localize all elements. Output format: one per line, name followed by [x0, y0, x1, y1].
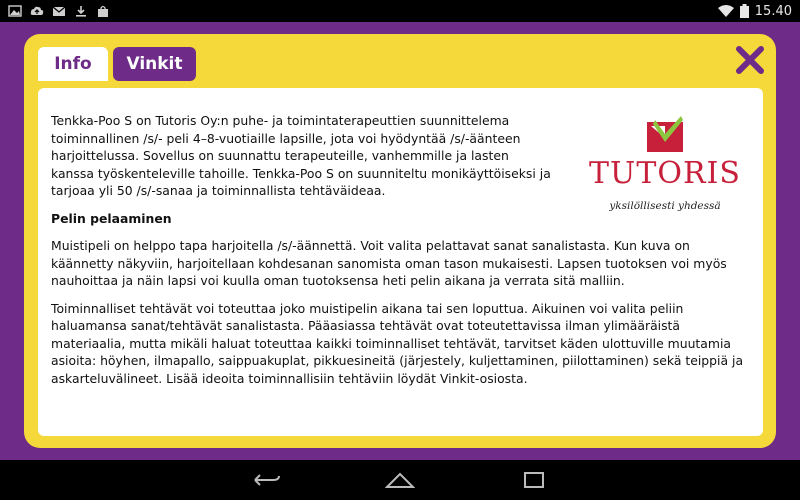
logo-wordmark: TUTORIS — [589, 156, 741, 191]
info-text — [51, 112, 756, 397]
image-icon — [8, 5, 22, 17]
paragraph: Muistipeli on helppo tapa harjoitella /s/-äännettä. Voit valita pelattavat sanat sanalistasta. Kun kuva on käännetty näkyviin, harjoitellaan kohdesanan sanomista oman tason mukaisesti. Lapsen tuotoksen voi myös nauhoittaa ja näin lapsi voi kuulla oman tuotoksensa heti pelin aikana ja verrata sitä malliin. — [51, 238, 727, 288]
battery-icon — [740, 4, 749, 18]
wifi-icon — [718, 5, 734, 17]
recents-icon — [522, 471, 546, 489]
paragraph: Toiminnalliset tehtävät voi toteuttaa joko muistipelin aikana tai sen loputtua. Aikuinen voi valita peliin haluamansa sanat/tehtävät sanalistasta. Pääasiassa tehtävät ovat toteutettavissa ilman ylimääräistä materiaalia, mutta mikäli haluat toteuttaa kaikki toiminnalliset tehtävät, tarvitset käden ulottuville muutamia asioita: höyhen, ilmapallo, saippuakuplat, pikkuesineitä (järjestely, kuljettaminen, piilottaminen) sekä teippiä ja askarteluvälineet. Lisää ideoita toiminnallisiin tehtäviin löydät Vinkit-osiosta. — [51, 300, 744, 386]
shopping-bag-icon — [96, 5, 110, 17]
system-icons — [718, 4, 792, 19]
clock: 15.40 — [754, 3, 792, 19]
close-icon[interactable] — [734, 44, 766, 76]
back-icon — [251, 472, 281, 488]
tab-info[interactable]: Info — [38, 47, 108, 81]
intro-paragraph: Tenkka-Poo S on Tutoris Oy:n puhe- ja toimintaterapeuttien suunnittelema toiminnallinen /s/- peli 4–8-vuotiaille lapsille, jota voi hyödyntää /s/-äänteen harjoittelussa. Sovellus on suunnattu terapeuteille, vanhemmille ja lasten kanssa työskenteleville tahoille. Tenkka-Poo S on suunniteltu monikäyttöiseksi ja tarjoaa yli 50 /s/-sanaa ja toiminnallista tehtäväideaa. — [51, 113, 551, 198]
download-icon — [74, 5, 88, 17]
home-icon — [385, 471, 415, 489]
mail-icon — [52, 5, 66, 17]
back-button[interactable] — [249, 469, 283, 491]
status-bar — [0, 0, 800, 22]
home-button[interactable] — [383, 469, 417, 491]
notification-icons — [8, 5, 110, 17]
section-heading: Pelin pelaaminen — [51, 210, 172, 226]
content-area[interactable] — [38, 88, 763, 436]
navigation-bar — [0, 460, 800, 500]
cloud-upload-icon — [30, 5, 44, 17]
info-dialog — [24, 34, 776, 448]
logo-tagline: yksilöllisesti yhdessä — [609, 200, 721, 212]
recents-button[interactable] — [517, 469, 551, 491]
tab-vinkit[interactable]: Vinkit — [113, 47, 196, 81]
